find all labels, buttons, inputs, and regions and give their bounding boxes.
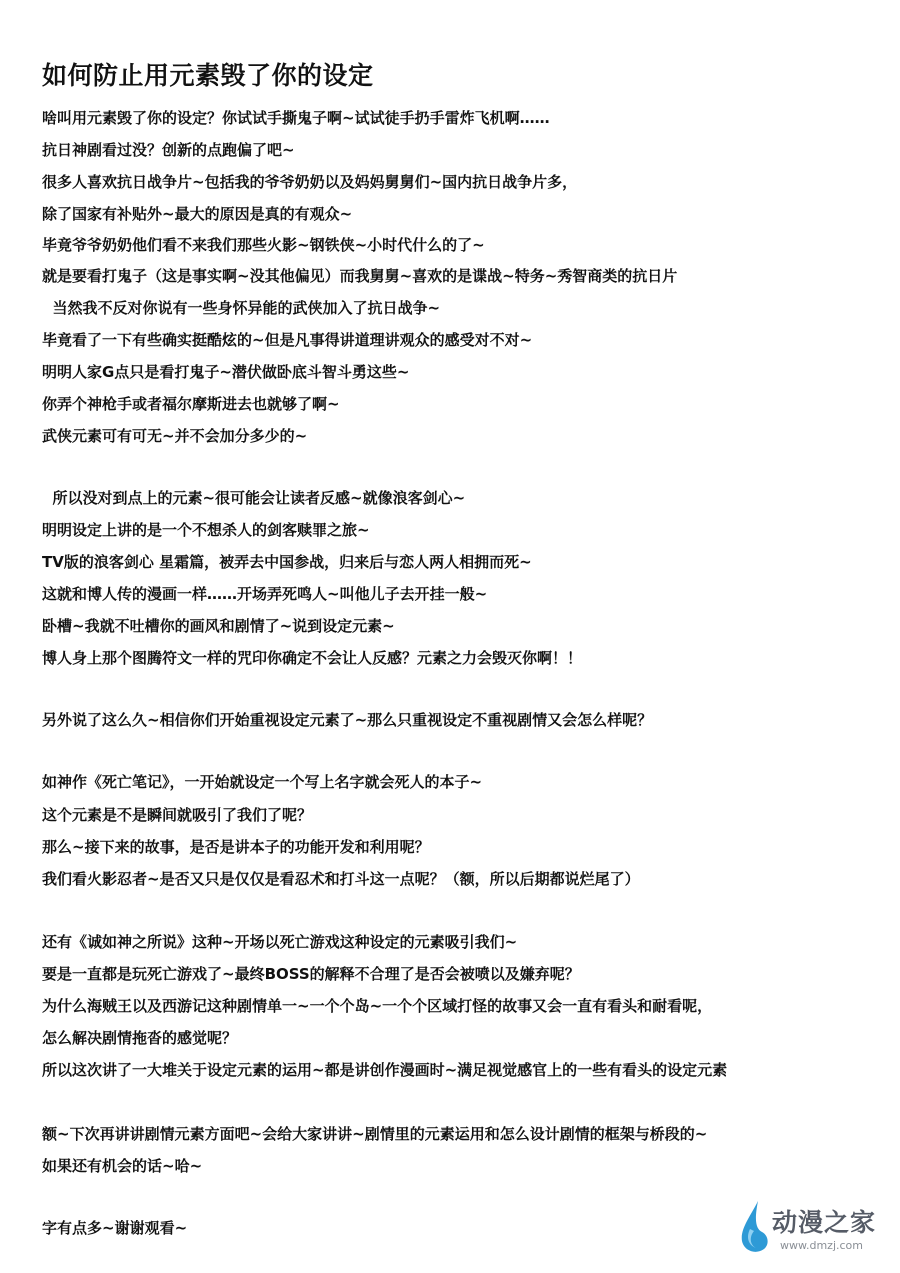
- text-line: 很多人喜欢抗日战争片~包括我的爷爷奶奶以及妈妈舅舅们~国内抗日战争片多，: [42, 173, 578, 191]
- page-title: 如何防止用元素毁了你的设定: [42, 61, 374, 90]
- text-line: 为什么海贼王以及西游记这种剧情单一~一个个岛~一个个区域打怪的故事又会一直有看头和耐看呢，: [42, 997, 713, 1015]
- text-line: 就是要看打鬼子（这是事实啊~没其他偏见）而我舅舅~喜欢的是谍战~特务~秀智商类的抗日片: [42, 267, 678, 285]
- text-line: 如神作《死亡笔记》，一开始就设定一个写上名字就会死人的本子~: [42, 773, 483, 791]
- watermark-brand: 动漫之家: [772, 1208, 877, 1237]
- text-line: 你弄个神枪手或者福尔摩斯进去也就够了啊~: [42, 395, 340, 413]
- text-line: 这就和博人传的漫画一样……开场弄死鸣人~叫他儿子去开挂一般~: [42, 585, 488, 603]
- text-line: 额~下次再讲讲剧情元素方面吧~会给大家讲讲~剧情里的元素运用和怎么设计剧情的框架与桥段的~: [42, 1125, 708, 1143]
- text-line: 还有《诚如神之所说》这种~开场以死亡游戏这种设定的元素吸引我们~: [42, 933, 518, 951]
- text-line: 除了国家有补贴外~最大的原因是真的有观众~: [42, 205, 353, 223]
- text-line: TV版的浪客剑心 星霜篇，被弄去中国参战，归来后与恋人两人相拥而死~: [42, 553, 532, 571]
- watermark: [736, 1199, 886, 1259]
- text-line: 要是一直都是玩死亡游戏了~最终BOSS的解释不合理了是否会被喷以及嫌弃呢？: [42, 965, 580, 983]
- text-line: 这个元素是不是瞬间就吸引了我们了呢？: [42, 806, 313, 824]
- text-line: 所以没对到点上的元素~很可能会让读者反感~就像浪客剑心~: [42, 489, 466, 507]
- text-line: 啥叫用元素毁了你的设定？你试试手撕鬼子啊~试试徒手扔手雷炸飞机啊……: [42, 109, 550, 127]
- text-line: 明明设定上讲的是一个不想杀人的剑客赎罪之旅~: [42, 521, 370, 539]
- text-line: 抗日神剧看过没？创新的点跑偏了吧~: [42, 141, 295, 159]
- text-line: 字有点多~谢谢观看~: [42, 1219, 188, 1237]
- text-line: 如果还有机会的话~哈~: [42, 1157, 203, 1175]
- text-line: 另外说了这么久~相信你们开始重视设定元素了~那么只重视设定不重视剧情又会怎么样呢？: [42, 711, 653, 729]
- text-line: 明明人家G点只是看打鬼子~潜伏做卧底斗智斗勇这些~: [42, 363, 410, 381]
- droplet-logo-icon: [736, 1199, 774, 1257]
- text-line: 我们看火影忍者~是否又只是仅仅是看忍术和打斗这一点呢？（额，所以后期都说烂尾了）: [42, 870, 640, 888]
- text-line: 当然我不反对你说有一些身怀异能的武侠加入了抗日战争~: [42, 299, 441, 317]
- text-line: 卧槽~我就不吐槽你的画风和剧情了~说到设定元素~: [42, 617, 395, 635]
- text-line: 所以这次讲了一大堆关于设定元素的运用~都是讲创作漫画时~满足视觉感官上的一些有看头的设定元素: [42, 1061, 728, 1079]
- text-line: 毕竟爷爷奶奶他们看不来我们那些火影~钢铁侠~小时代什么的了~: [42, 236, 485, 254]
- text-line: 那么~接下来的故事，是否是讲本子的功能开发和利用呢？: [42, 838, 430, 856]
- text-line: 毕竟看了一下有些确实挺酷炫的~但是凡事得讲道理讲观众的感受对不对~: [42, 331, 533, 349]
- watermark-url: www.dmzj.com: [780, 1239, 863, 1252]
- text-line: 怎么解决剧情拖沓的感觉呢？: [42, 1029, 238, 1047]
- text-line: 博人身上那个图腾符文一样的咒印你确定不会让人反感？元素之力会毁灭你啊！！: [42, 649, 583, 667]
- text-line: 武侠元素可有可无~并不会加分多少的~: [42, 427, 308, 445]
